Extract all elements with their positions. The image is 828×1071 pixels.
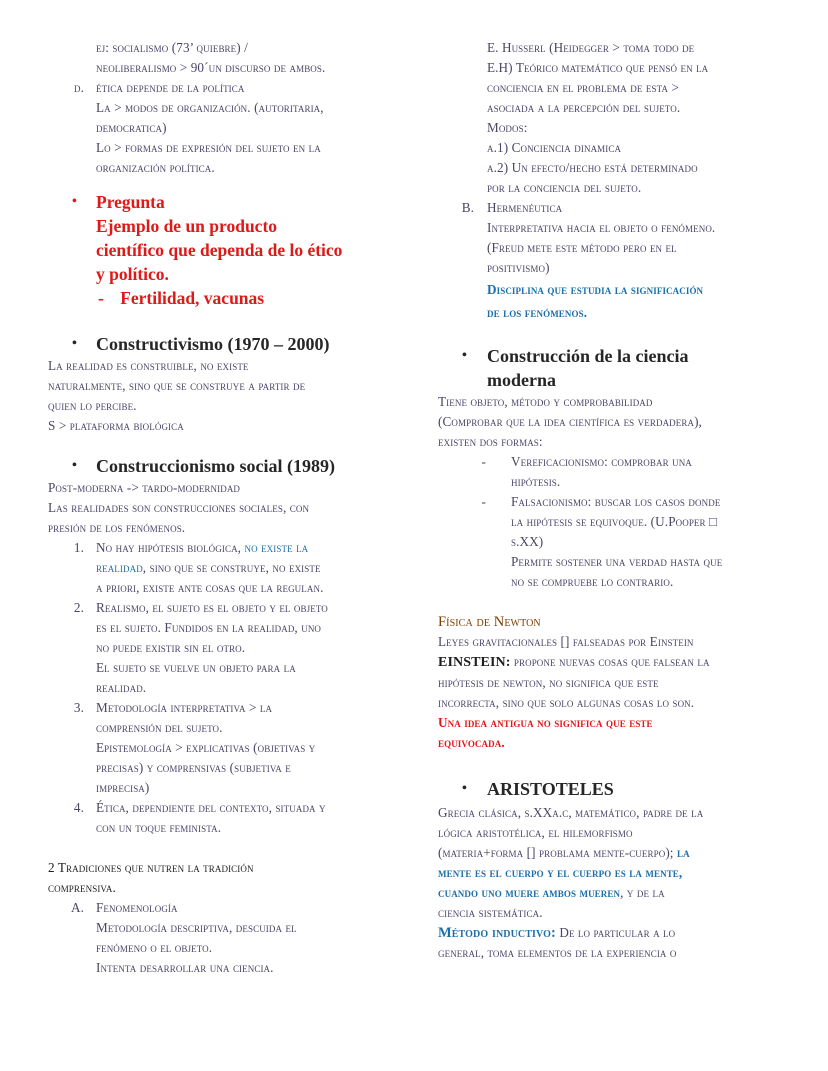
text-line: hipótesis. bbox=[511, 474, 561, 489]
highlight-line: Una idea antigua no significa que este bbox=[438, 715, 653, 730]
text-line: no puede existir sin el otro. bbox=[96, 640, 246, 655]
text-line: por la conciencia del sujeto. bbox=[487, 180, 642, 195]
text-line: Leyes gravitacionales [] falseadas por Einstein bbox=[438, 634, 694, 649]
text-line: comprensiva. bbox=[48, 880, 116, 895]
text-line: imprecisa) bbox=[96, 780, 150, 795]
numbered-item-2 bbox=[48, 598, 398, 698]
text-run: No hay hipótesis biológica, bbox=[96, 540, 245, 555]
text-run: De lo particular a lo bbox=[555, 925, 676, 940]
text-line: Vereficacionismo: comprobar una bbox=[511, 454, 692, 469]
highlight-line: Disciplina que estudia la significación bbox=[487, 282, 704, 297]
list-marker: A. bbox=[70, 900, 84, 915]
list-marker: 3. bbox=[73, 700, 84, 715]
metodo-label: Método inductivo: bbox=[438, 925, 556, 941]
bullet-icon: • bbox=[72, 458, 77, 473]
text-line: Epistemología > explicativas (objetivas y bbox=[96, 740, 316, 755]
einstein-label: EINSTEIN: bbox=[438, 655, 511, 670]
text-line: conciencia en el problema de esta > bbox=[487, 80, 679, 95]
newton-section bbox=[438, 612, 788, 753]
text-run: (materia+forma [] problama mente-cuerpo); bbox=[438, 845, 677, 860]
right-column bbox=[438, 38, 788, 963]
text-line bbox=[438, 843, 788, 863]
text-line: no se compruebe lo contrario. bbox=[511, 574, 674, 589]
text-line: a.2) Un efecto/hecho está determinado bbox=[487, 160, 698, 175]
text-line: Grecia clásica, s.XXa.c, matemático, padre de la bbox=[438, 805, 704, 820]
numbered-item-1 bbox=[48, 538, 398, 598]
text-line: S > plataforma biológica bbox=[48, 418, 184, 433]
answer-text: Fertilidad, vacunas bbox=[120, 288, 265, 308]
text-line: Intenta desarrollar una ciencia. bbox=[96, 960, 274, 975]
text-line: s.XX) bbox=[511, 534, 544, 549]
highlight-text: la bbox=[676, 845, 690, 860]
text-line: ciencia sistemática. bbox=[438, 905, 543, 920]
text-line: La > modos de organización. (autoritaria, bbox=[96, 100, 324, 115]
text-line: Las realidades son construcciones sociales, con bbox=[48, 500, 310, 515]
text-line: Post-moderna -> tardo-modernidad bbox=[48, 480, 241, 495]
text-line: científico que dependa de lo ético bbox=[96, 240, 343, 260]
text-line: y político. bbox=[96, 264, 169, 284]
bullet-icon: • bbox=[72, 336, 77, 351]
text-line: E.H) Teórico matemático que pensó en la bbox=[487, 60, 709, 75]
list-item-b bbox=[438, 198, 788, 324]
text-line: general, toma elementos de la experiencia o bbox=[438, 945, 677, 960]
list-item-a bbox=[48, 898, 398, 978]
text-line: (Comprobar que la idea científica es verdadera), bbox=[438, 414, 702, 429]
list-marker: 2. bbox=[73, 600, 84, 615]
text-line: Metodología descriptiva, descuida el bbox=[96, 920, 297, 935]
text-line: asociada a la percepción del sujeto. bbox=[487, 100, 681, 115]
highlight-text: cuando uno muere ambos mueren bbox=[438, 885, 621, 900]
text-line: naturalmente, sino que se construye a partir de bbox=[48, 378, 306, 393]
text-line: Realismo, el sujeto es el objeto y el objeto bbox=[96, 600, 328, 615]
text-line bbox=[96, 538, 398, 558]
bullet-icon: • bbox=[462, 348, 467, 363]
text-line: Lo > formas de expresión del sujeto en la bbox=[96, 140, 321, 155]
heading-text: moderna bbox=[487, 370, 556, 390]
text-line: con un toque feminista. bbox=[96, 820, 222, 835]
aristoteles-body bbox=[438, 803, 788, 963]
text-line: Metodología interpretativa > la bbox=[96, 700, 273, 715]
text-line: a.1) Conciencia dinamica bbox=[487, 140, 622, 155]
section-heading-construccionismo bbox=[48, 454, 398, 478]
text-line: quien lo percibe. bbox=[48, 398, 137, 413]
highlight-text: no existe la bbox=[244, 540, 309, 555]
text-line: la hipótesis se equivoque. (U.Pooper □ bbox=[511, 514, 718, 529]
bullet-icon: • bbox=[72, 194, 77, 209]
text-run: propone nuevas cosas que falsean la bbox=[510, 654, 710, 669]
highlight-line: de los fenómenos. bbox=[487, 305, 588, 320]
text-line: Hermenéutica bbox=[487, 200, 563, 215]
text-line: a priori, existe ante cosas que la regulan. bbox=[96, 580, 324, 595]
text-line: realidad. bbox=[96, 680, 147, 695]
highlight-line: mente es el cuerpo y el cuerpo es la mente, bbox=[438, 865, 683, 880]
dash-item-verificacionismo bbox=[438, 452, 788, 492]
list-marker: 1. bbox=[73, 540, 84, 555]
text-line: Interpretativa hacia el objeto o fenómeno. bbox=[487, 220, 716, 235]
text-line: lógica aristotélica, el hilemorfismo bbox=[438, 825, 633, 840]
numbered-item-3 bbox=[48, 698, 398, 798]
left-column bbox=[48, 38, 398, 978]
list-marker: 4. bbox=[73, 800, 84, 815]
text-line: positivismo) bbox=[487, 260, 550, 275]
ciencia-moderna-body bbox=[438, 392, 788, 452]
constructivismo-body bbox=[48, 356, 398, 436]
text-line: hipótesis de newton, no significa que este bbox=[438, 675, 659, 690]
section-heading-ciencia-moderna bbox=[438, 344, 788, 392]
construccionismo-body bbox=[48, 478, 398, 538]
text-line: Ética, dependiente del contexto, situada y bbox=[96, 800, 326, 815]
text-line: organización política. bbox=[96, 160, 215, 175]
dash-marker: - bbox=[98, 288, 104, 308]
text-run: , sino que se construye, no existe bbox=[142, 560, 321, 575]
newton-title: Física de Newton bbox=[438, 614, 541, 630]
text-line: comprensión del sujeto. bbox=[96, 720, 223, 735]
text-line: Pregunta bbox=[96, 192, 165, 212]
text-line bbox=[438, 883, 788, 903]
text-line: La realidad es construible, no existe bbox=[48, 358, 249, 373]
numbered-item-4 bbox=[48, 798, 398, 838]
text-run: , y de la bbox=[620, 885, 665, 900]
list-marker: B. bbox=[461, 200, 474, 215]
text-line: Fenomenología bbox=[96, 900, 178, 915]
text-line bbox=[438, 923, 788, 943]
text-line: Ejemplo de un producto bbox=[96, 216, 278, 236]
section-heading-aristoteles bbox=[438, 777, 788, 801]
text-line: Modos: bbox=[487, 120, 528, 135]
section-heading-constructivismo bbox=[48, 332, 398, 356]
heading-text: ARISTOTELES bbox=[487, 779, 614, 799]
text-line bbox=[96, 558, 398, 578]
answer-line bbox=[96, 286, 398, 310]
text-line bbox=[438, 652, 788, 673]
text-line: Tiene objeto, método y comprobabilidad bbox=[438, 394, 653, 409]
text-line: ética depende de la política bbox=[96, 80, 245, 95]
list-item-d bbox=[48, 78, 398, 178]
heading-text: Constructivismo (1970 – 2000) bbox=[96, 334, 330, 354]
dash-marker: - bbox=[481, 454, 486, 469]
tradiciones-heading bbox=[48, 858, 398, 898]
highlight-text: realidad bbox=[96, 560, 143, 575]
text-line: incorrecta, sino que solo algunas cosas lo son. bbox=[438, 695, 695, 710]
text-line: Permite sostener una verdad hasta que bbox=[511, 554, 723, 569]
text-line: democratica) bbox=[96, 120, 167, 135]
text-line: El sujeto se vuelve un objeto para la bbox=[96, 660, 296, 675]
text-line: (Freud mete este método pero en el bbox=[487, 240, 677, 255]
heading-text: Construccionismo social (1989) bbox=[96, 456, 335, 476]
text-line: E. Husserl (Heidegger > toma todo de bbox=[487, 40, 695, 55]
text-line: precisas) y comprensivas (subjetiva e bbox=[96, 760, 291, 775]
heading-text: Construcción de la ciencia bbox=[487, 346, 689, 366]
dash-item-falsacionismo bbox=[438, 492, 788, 592]
bullet-icon: • bbox=[462, 781, 467, 796]
husserl-block bbox=[438, 38, 788, 198]
list-marker: d. bbox=[74, 80, 84, 95]
text-line: existen dos formas: bbox=[438, 434, 543, 449]
text-line: 2 Tradiciones que nutren la tradición bbox=[48, 860, 254, 875]
text-line: fenómeno o el objeto. bbox=[96, 940, 213, 955]
question-block bbox=[48, 190, 398, 310]
text-line: es el sujeto. Fundidos en la realidad, uno bbox=[96, 620, 322, 635]
text-line: presión de los fenómenos. bbox=[48, 520, 186, 535]
text-line: ej: socialismo (73’ quiebre) / bbox=[96, 40, 248, 55]
socialismo-example bbox=[48, 38, 398, 78]
text-line: neoliberalismo > 90´un discurso de ambos. bbox=[96, 60, 326, 75]
text-line: Falsacionismo: buscar los casos donde bbox=[511, 494, 721, 509]
dash-marker: - bbox=[481, 494, 486, 509]
highlight-line: equivocada. bbox=[438, 735, 505, 750]
